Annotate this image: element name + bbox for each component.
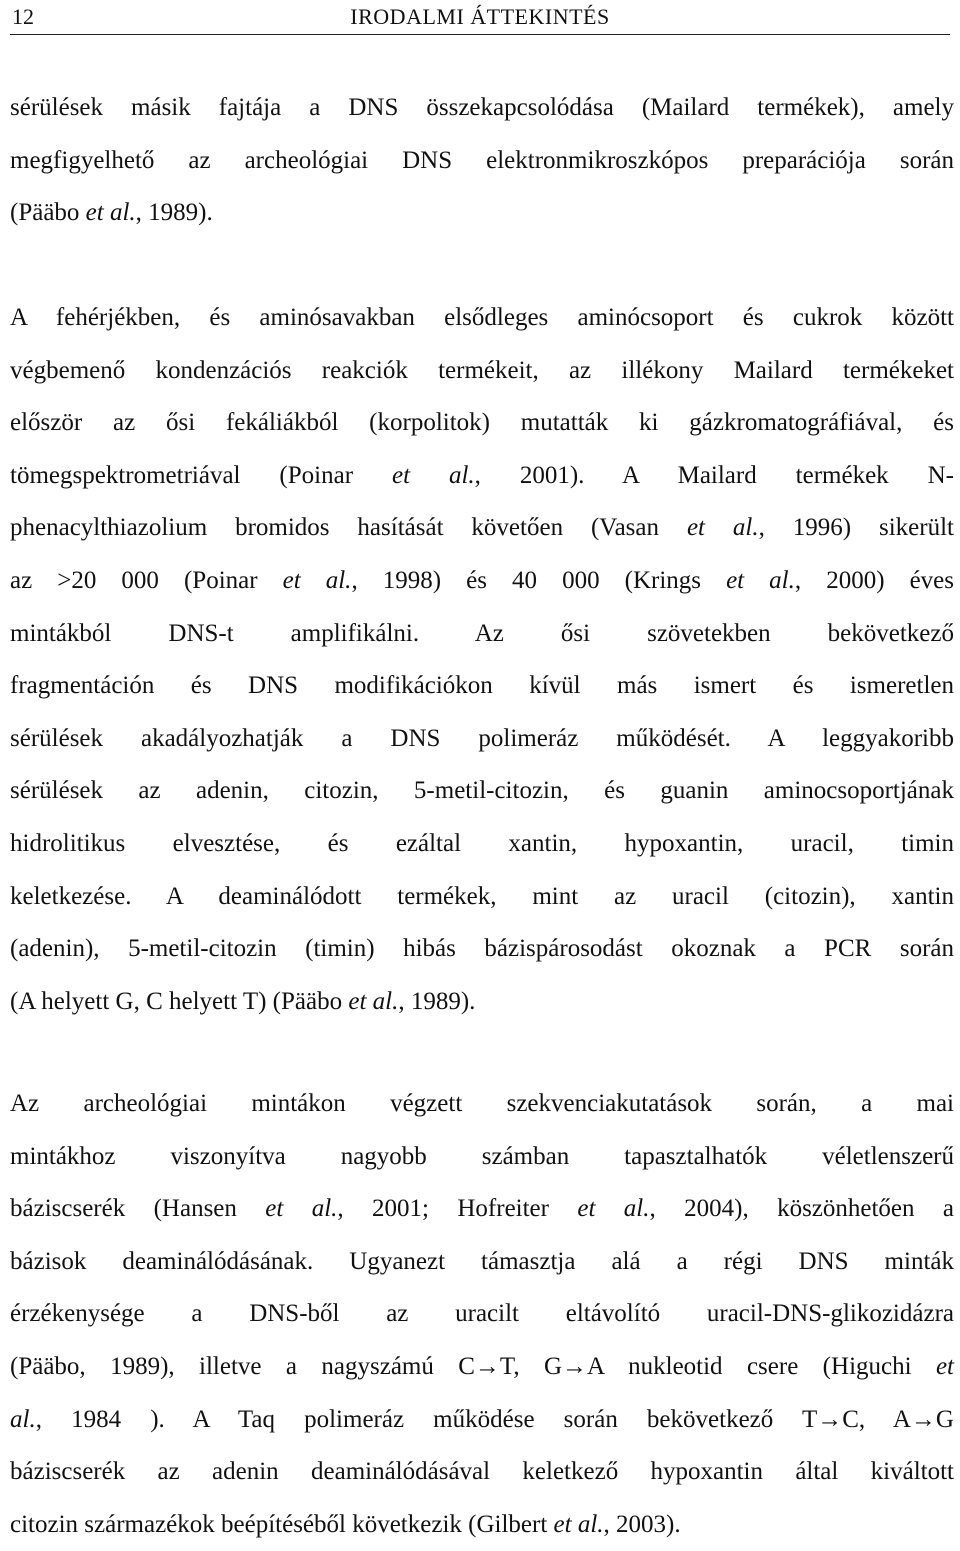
text-line: mintákból DNS-t amplifikálni. Az ősi szövetekben bekövetkező <box>10 619 954 647</box>
text-line: A fehérjékben, és aminósavakban elsődleges aminócsoport és cukrok között <box>10 304 954 331</box>
paragraph-1 <box>10 82 954 240</box>
text-line: keletkezése. A deaminálódott termékek, mint az uracil (citozin), xantin <box>10 882 954 910</box>
text-line: (A helyett G, C helyett T) (Pääbo et al., 1989). <box>10 987 476 1015</box>
text-line: (Pääbo et al., 1989). <box>10 199 213 227</box>
text-line: báziscserék (Hansen et al., 2001; Hofreiter et al., 2004), köszönhetően a <box>10 1195 955 1223</box>
text-line: hidrolitikus elvesztése, és ezáltal xantin, hypoxantin, uracil, timin <box>10 829 954 857</box>
text-line: sérülések akadályozhatják a DNS polimeráz működését. A leggyakoribb <box>10 724 954 752</box>
text-line: sérülések az adenin, citozin, 5-metil-citozin, és guanin aminocsoportjának <box>10 777 954 805</box>
text-line: először az ősi fekáliákból (korpolitok) mutatták ki gázkromatográfiával, és <box>10 409 954 437</box>
text-line: tömegspektrometriával (Poinar et al., 2001). A Mailard termékek N- <box>10 461 954 489</box>
text-line: báziscserék az adenin deaminálódásával keletkező hypoxantin által kiváltott <box>10 1458 954 1486</box>
text-line: végbemenő kondenzációs reakciók termékeit, az illékony Mailard termékeket <box>10 356 954 384</box>
text-line: (Pääbo, 1989), illetve a nagyszámú C→T, G→A nukleotid csere (Higuchi et <box>10 1352 954 1380</box>
text-line: bázisok deaminálódásának. Ugyanezt támasztja alá a régi DNS minták <box>10 1247 954 1275</box>
text-line: al., 1984 ). A Taq polimeráz működése során bekövetkező T→C, A→G <box>10 1405 954 1433</box>
text-line: (adenin), 5-metil-citozin (timin) hibás bázispárosodást okoznak a PCR során <box>10 935 954 963</box>
text-line: érzékenysége a DNS-ből az uracilt eltávolító uracil-DNS-glikozidázra <box>10 1300 954 1328</box>
text-line: citozin származékok beépítéséből következik (Gilbert et al., 2003). <box>10 1510 681 1538</box>
text-line: sérülések másik fajtája a DNS összekapcsolódása (Mailard termékek), amely <box>10 94 954 121</box>
text-line: az >20 000 (Poinar et al., 1998) és 40 000 (Krings et al., 2000) éves <box>10 566 955 594</box>
page-number: 12 <box>12 4 34 29</box>
text-line: phenacylthiazolium bromidos hasítását követően (Vasan et al., 1996) sikerült <box>10 514 954 542</box>
page-header <box>10 0 950 35</box>
text-line: megfigyelhető az archeológiai DNS elektronmikroszkópos preparációja során <box>10 146 954 174</box>
paragraph-3 <box>10 1078 954 1551</box>
text-line: fragmentáción és DNS modifikációkon kívül más ismert és ismeretlen <box>10 672 954 700</box>
running-title: IRODALMI ÁTTEKINTÉS <box>350 4 610 29</box>
text-line: Az archeológiai mintákon végzett szekvenciakutatások során, a mai <box>10 1090 954 1117</box>
paragraph-2 <box>10 292 954 1028</box>
text-line: mintákhoz viszonyítva nagyobb számban tapasztalhatók véletlenszerű <box>10 1142 954 1170</box>
